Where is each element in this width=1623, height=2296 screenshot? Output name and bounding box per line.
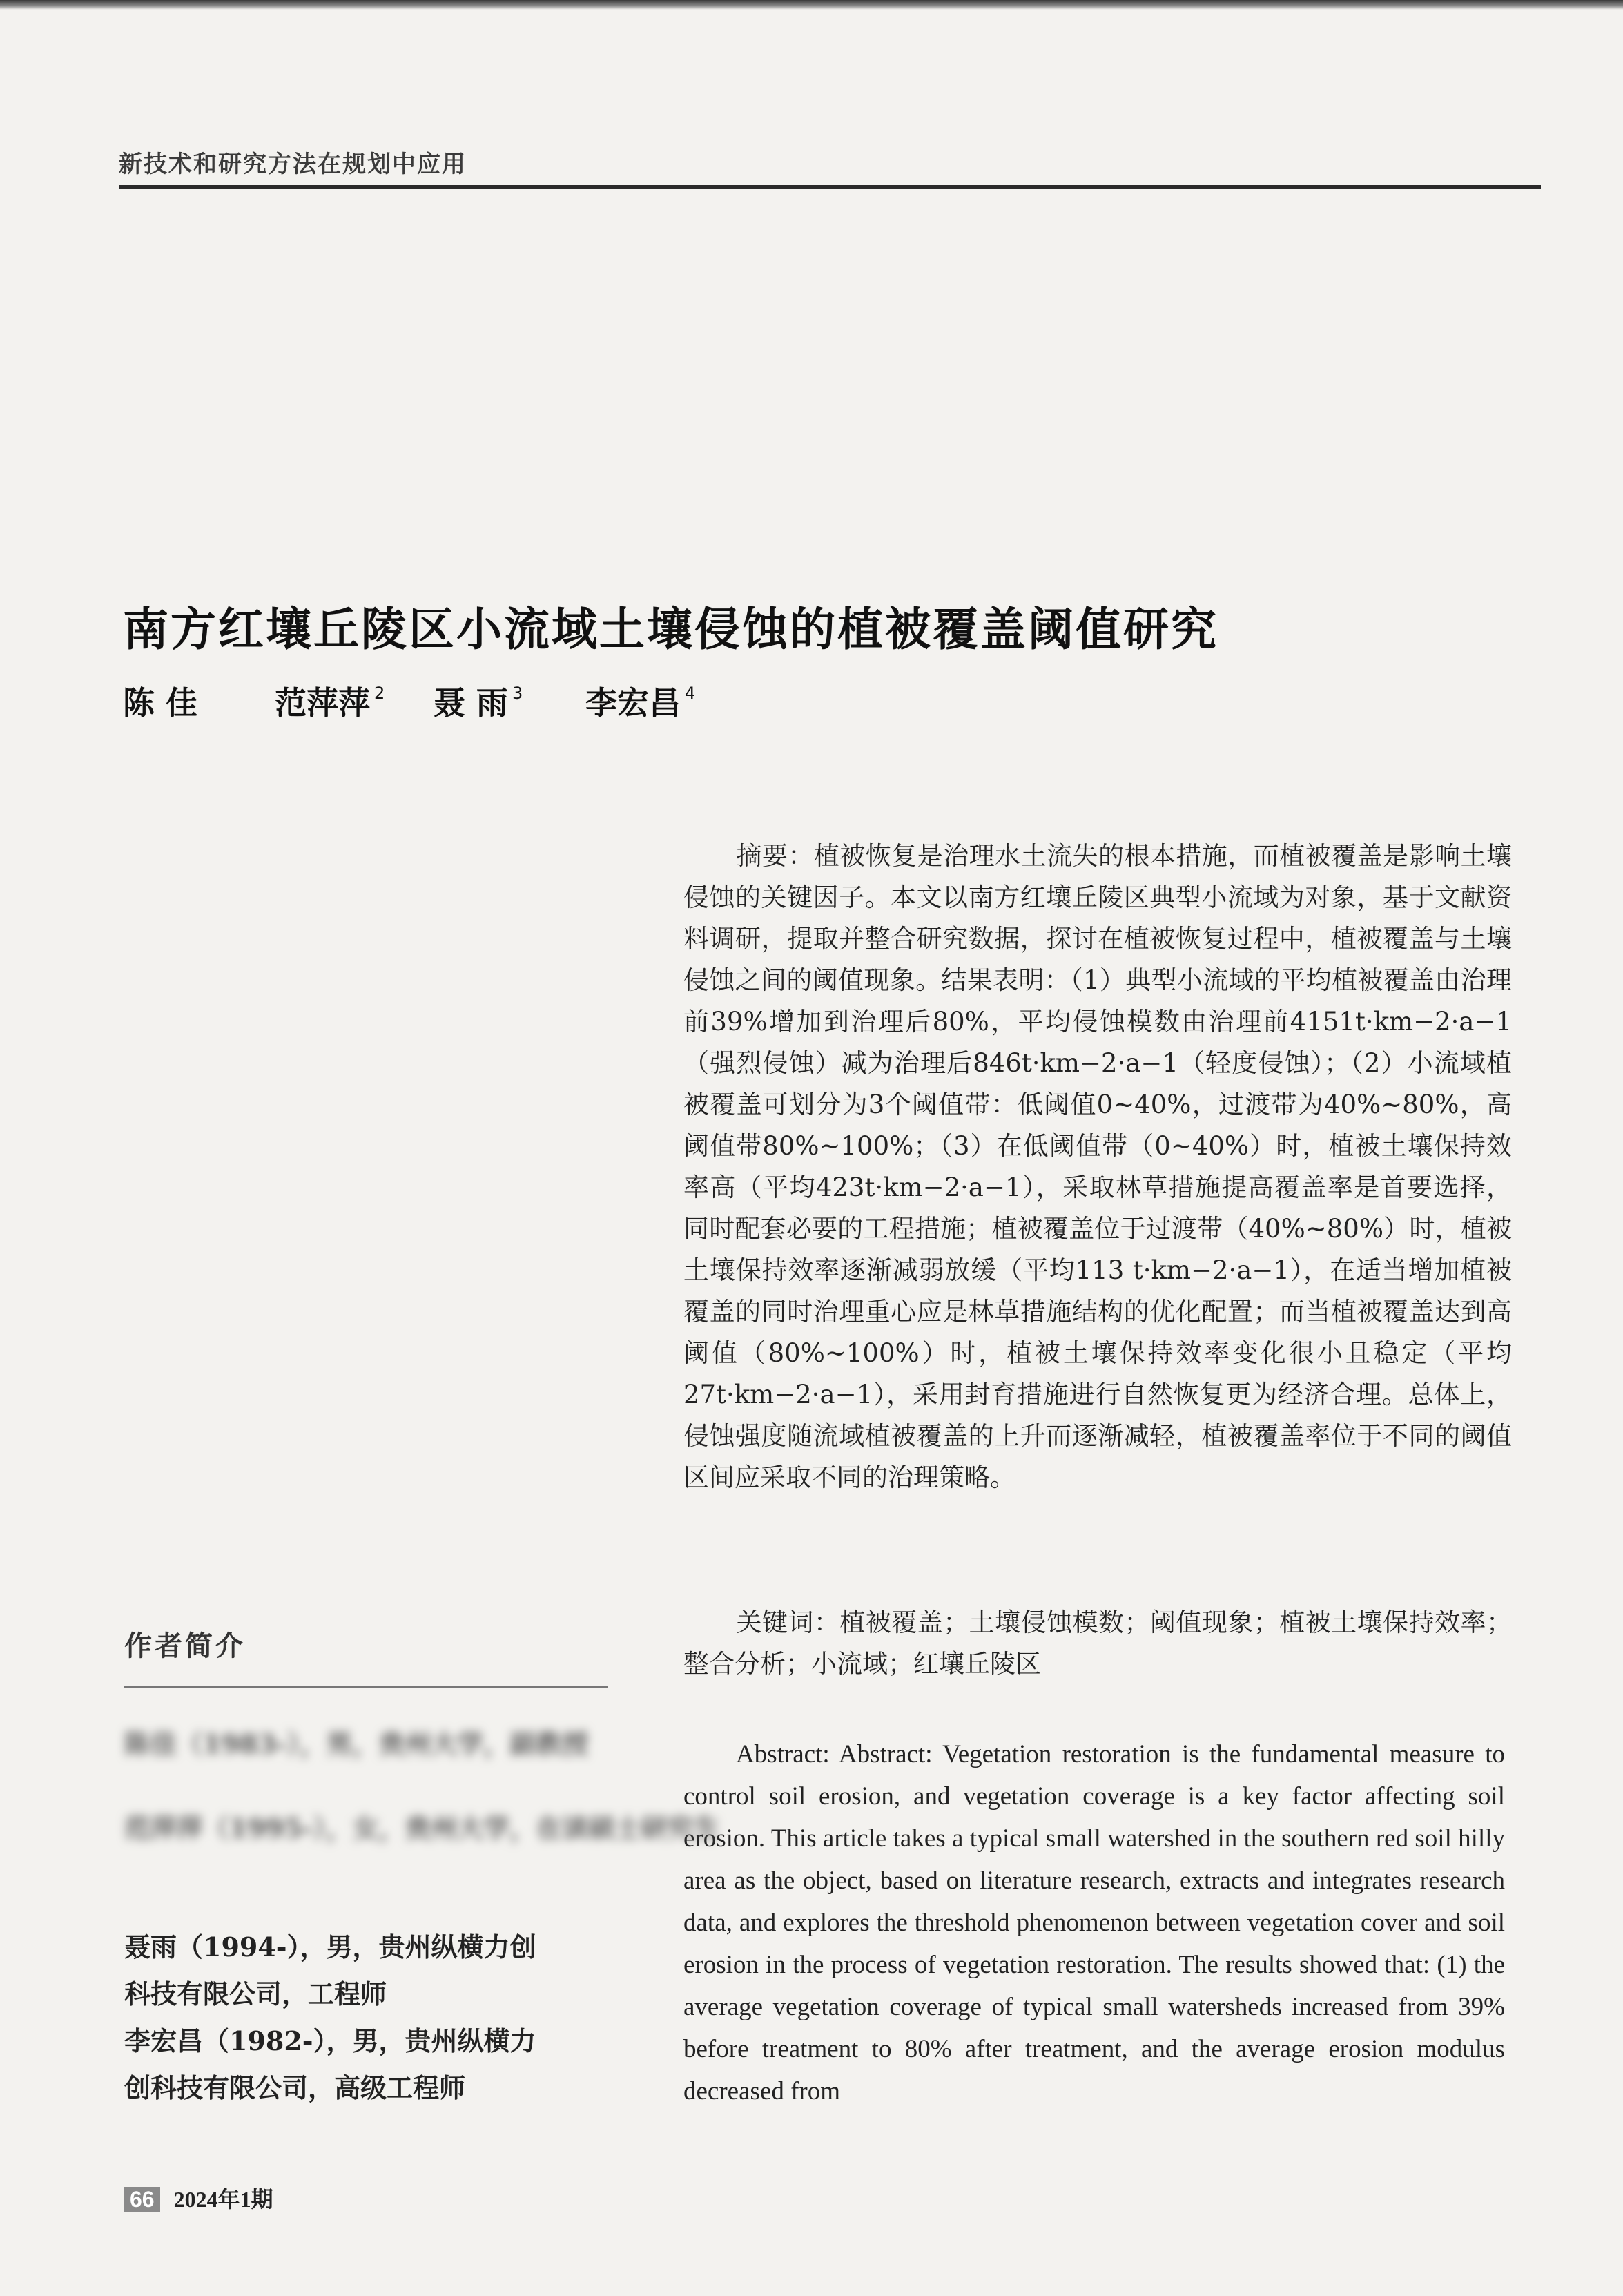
author-affiliation-mark: 3 bbox=[512, 684, 523, 703]
header-rule bbox=[119, 185, 1541, 189]
author-affiliation-mark: 2 bbox=[374, 684, 385, 703]
article-title: 南方红壤丘陵区小流域土壤侵蚀的植被覆盖阈值研究 bbox=[123, 603, 1218, 656]
running-head: 新技术和研究方法在规划中应用 bbox=[119, 151, 467, 178]
author-1 bbox=[123, 678, 197, 724]
author-3 bbox=[434, 678, 523, 724]
author-name: 聂 雨 bbox=[434, 684, 509, 722]
author-name: 范萍萍 bbox=[275, 684, 370, 722]
author-name: 陈 佳 bbox=[123, 684, 198, 722]
author-4 bbox=[585, 678, 695, 724]
keywords-text: 关键词：植被覆盖；土壤侵蚀模数；阈值现象；植被土壤保持效率；整合分析；小流域；红壤丘陵区 bbox=[683, 1608, 1512, 1679]
author-name: 李宏昌 bbox=[585, 684, 681, 722]
bio-line-blurred: 范萍萍（1995-），女，贵州大学，在读硕士研究生 bbox=[124, 1813, 720, 1844]
bio-line: 科技有限公司，工程师 bbox=[124, 1978, 387, 2009]
bio-line: 聂雨（1994-），男，贵州纵横力创 bbox=[124, 1931, 536, 1962]
page-footer bbox=[124, 2182, 273, 2214]
author-bio-heading: 作者简介 bbox=[124, 1630, 246, 1662]
abstract-chinese-text: 摘要：植被恢复是治理水土流失的根本措施，而植被覆盖是影响土壤侵蚀的关键因子。本文以南方红壤丘陵区典型小流域为对象，基于文献资料调研，提取并整合研究数据，探讨在植被恢复过程中，植被覆盖与土壤侵蚀之间的阈值现象。结果表明：（1）典型小流域的平均植被覆盖由治理前39%增加到治理后80%，平均侵蚀模数由治理前4151t·km−2·a−1（强烈侵蚀）减为治理后846t·km−2·a−1（轻度侵蚀）；（2）小流域植被覆盖可划分为3个阈值带：低阈值0~40%，过渡带为40%~80%，高阈值带80%~100%；（3）在低阈值带（0~40%）时，植被土壤保持效率高（平均423t·km−2·a−1），采取林草措施提高覆盖率是首要选择，同时配套必要的工程措施；植被覆盖位于过渡带（40%~80%）时，植被土壤保持效率逐渐减弱放缓（平均113 t·km−2·a−1），在适当增加植被覆盖的同时治理重心应是林草措施结构的优化配置；而当植被覆盖达到高阈值（80%~100%）时，植被土壤保持效率变化很小且稳定（平均27t·km−2·a−1），采用封育措施进行自然恢复更为经济合理。总体上，侵蚀强度随流域植被覆盖的上升而逐渐减轻，植被覆盖率位于不同的阈值区间应采取不同的治理策略。 bbox=[683, 841, 1512, 1492]
author-bio-rule bbox=[124, 1686, 608, 1688]
keywords-chinese bbox=[683, 1602, 1512, 1685]
issue-label: 2024年1期 bbox=[173, 2187, 273, 2212]
abstract-english bbox=[683, 1733, 1505, 2112]
scan-edge bbox=[0, 0, 1623, 10]
bio-line: 李宏昌（1982-），男，贵州纵横力 bbox=[124, 2025, 536, 2056]
bio-line-blurred: 陈佳（1983-），男，贵州大学，副教授 bbox=[124, 1728, 589, 1759]
abstract-chinese bbox=[683, 836, 1512, 1498]
page-number: 66 bbox=[124, 2187, 160, 2212]
author-2 bbox=[275, 678, 385, 724]
abstract-english-text: Abstract: Abstract: Vegetation restoration is the fundamental measure to control soil erosion, and vegetation coverage is a key factor affecting soil erosion. This article takes a typical small watershed in the southern red soil hilly area as the object, based on literature research, extracts and integrates research data, and explores the threshold phenomenon between vegetation cover and soil erosion in the process of vegetation restoration. The results showed that: (1) the average vegetation coverage of typical small watersheds increased from 39% before treatment to 80% after treatment, and the average erosion modulus decreased from bbox=[683, 1740, 1505, 2105]
bio-line: 创科技有限公司，高级工程师 bbox=[124, 2072, 466, 2103]
author-affiliation-mark: 4 bbox=[685, 684, 696, 703]
